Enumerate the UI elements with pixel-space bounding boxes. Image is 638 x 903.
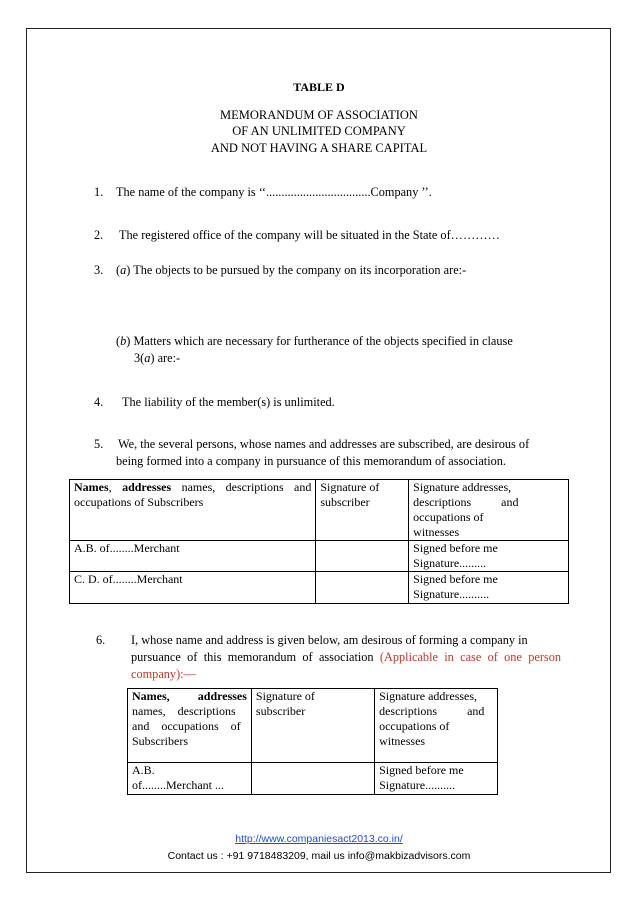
- row-1-signature: [316, 541, 409, 572]
- clause-3a-label: a: [120, 263, 127, 277]
- table-row: [128, 763, 498, 795]
- table-header-row: [128, 689, 498, 763]
- memorandum-subtitle-1: OF AN UNLIMITED COMPANY: [232, 124, 406, 138]
- row-2-subscriber: C. D. of........Merchant: [70, 572, 316, 604]
- memorandum-subtitle-2: AND NOT HAVING A SHARE CAPITAL: [210, 141, 428, 155]
- header-names-cell: Names, addresses names, descriptions and occupations of Subscribers: [70, 480, 316, 541]
- header-signature-cell: Signature of subscriber: [251, 689, 374, 763]
- clause-6-number: 6.: [96, 633, 106, 647]
- table-row: [70, 541, 569, 572]
- table-row: [70, 572, 569, 604]
- row-1-signature: [251, 763, 374, 795]
- clause-4-number: 4.: [94, 395, 104, 409]
- one-person-subscriber-table: [127, 688, 498, 795]
- clause-5-line2: being formed into a company in pursuance of this memorandum of association.: [116, 454, 506, 468]
- clause-1-number: 1.: [94, 185, 104, 199]
- clause-6-line3: company):—: [131, 667, 196, 681]
- row-1-witness: Signed before me Signature.........: [409, 541, 569, 572]
- clause-3a-text: The objects to be pursued by the company on its incorporation are:-: [130, 263, 467, 277]
- row-2-signature: [316, 572, 409, 604]
- header-witnesses-cell: Signature addresses, descriptions and occupations of witnesses: [375, 689, 498, 763]
- clause-2-number: 2.: [94, 228, 104, 242]
- website-link[interactable]: http://www.companiesact2013.co.in/: [235, 833, 403, 845]
- clause-1-text: The name of the company is ‘‘..................................Company ’’.: [116, 185, 432, 199]
- clause-3b-ref: 3(a) are:-: [134, 351, 181, 365]
- row-1-subscriber: A.B. of........Merchant: [70, 541, 316, 572]
- clause-5-number: 5.: [94, 437, 104, 451]
- clause-3b-label: b: [120, 334, 127, 348]
- row-2-witness: Signed before me Signature..........: [409, 572, 569, 604]
- clause-6-line2: pursuance of this memorandum of association (Applicable in case of one person: [131, 650, 561, 664]
- clause-3-number: 3.: [94, 263, 104, 277]
- header-names-cell: Names, addresses names, descriptions and occupations of Subscribers: [128, 689, 252, 763]
- table-label: TABLE D: [293, 80, 345, 94]
- clause-6-line1: I, whose name and address is given below, am desirous of forming a company in: [131, 633, 528, 647]
- contact-line: Contact us : +91 9718483209, mail us info@makbizadvisors.com: [167, 850, 471, 862]
- clause-4-text: The liability of the member(s) is unlimited.: [122, 395, 335, 409]
- clause-2-text: The registered office of the company will be situated in the State of…………: [119, 228, 500, 242]
- subscribers-table: [69, 479, 569, 604]
- clause-5-line1: We, the several persons, whose names and addresses are subscribed, are desirous of: [118, 437, 530, 451]
- table-header-row: [70, 480, 569, 541]
- clause-3a: (a) The objects to be pursued by the company on its incorporation are:-: [116, 263, 467, 277]
- clause-3b-text: Matters which are necessary for furtherance of the objects specified in clause: [130, 334, 513, 348]
- clause-3b: (b) Matters which are necessary for furtherance of the objects specified in clause: [116, 334, 513, 348]
- row-1-witness: Signed before me Signature..........: [375, 763, 498, 795]
- header-signature-cell: Signature of subscriber: [316, 480, 409, 541]
- header-witnesses-cell: Signature addresses, descriptions and occupations of witnesses: [409, 480, 569, 541]
- memorandum-title: MEMORANDUM OF ASSOCIATION: [220, 108, 418, 122]
- row-1-subscriber: A.B. of........Merchant ...: [128, 763, 252, 795]
